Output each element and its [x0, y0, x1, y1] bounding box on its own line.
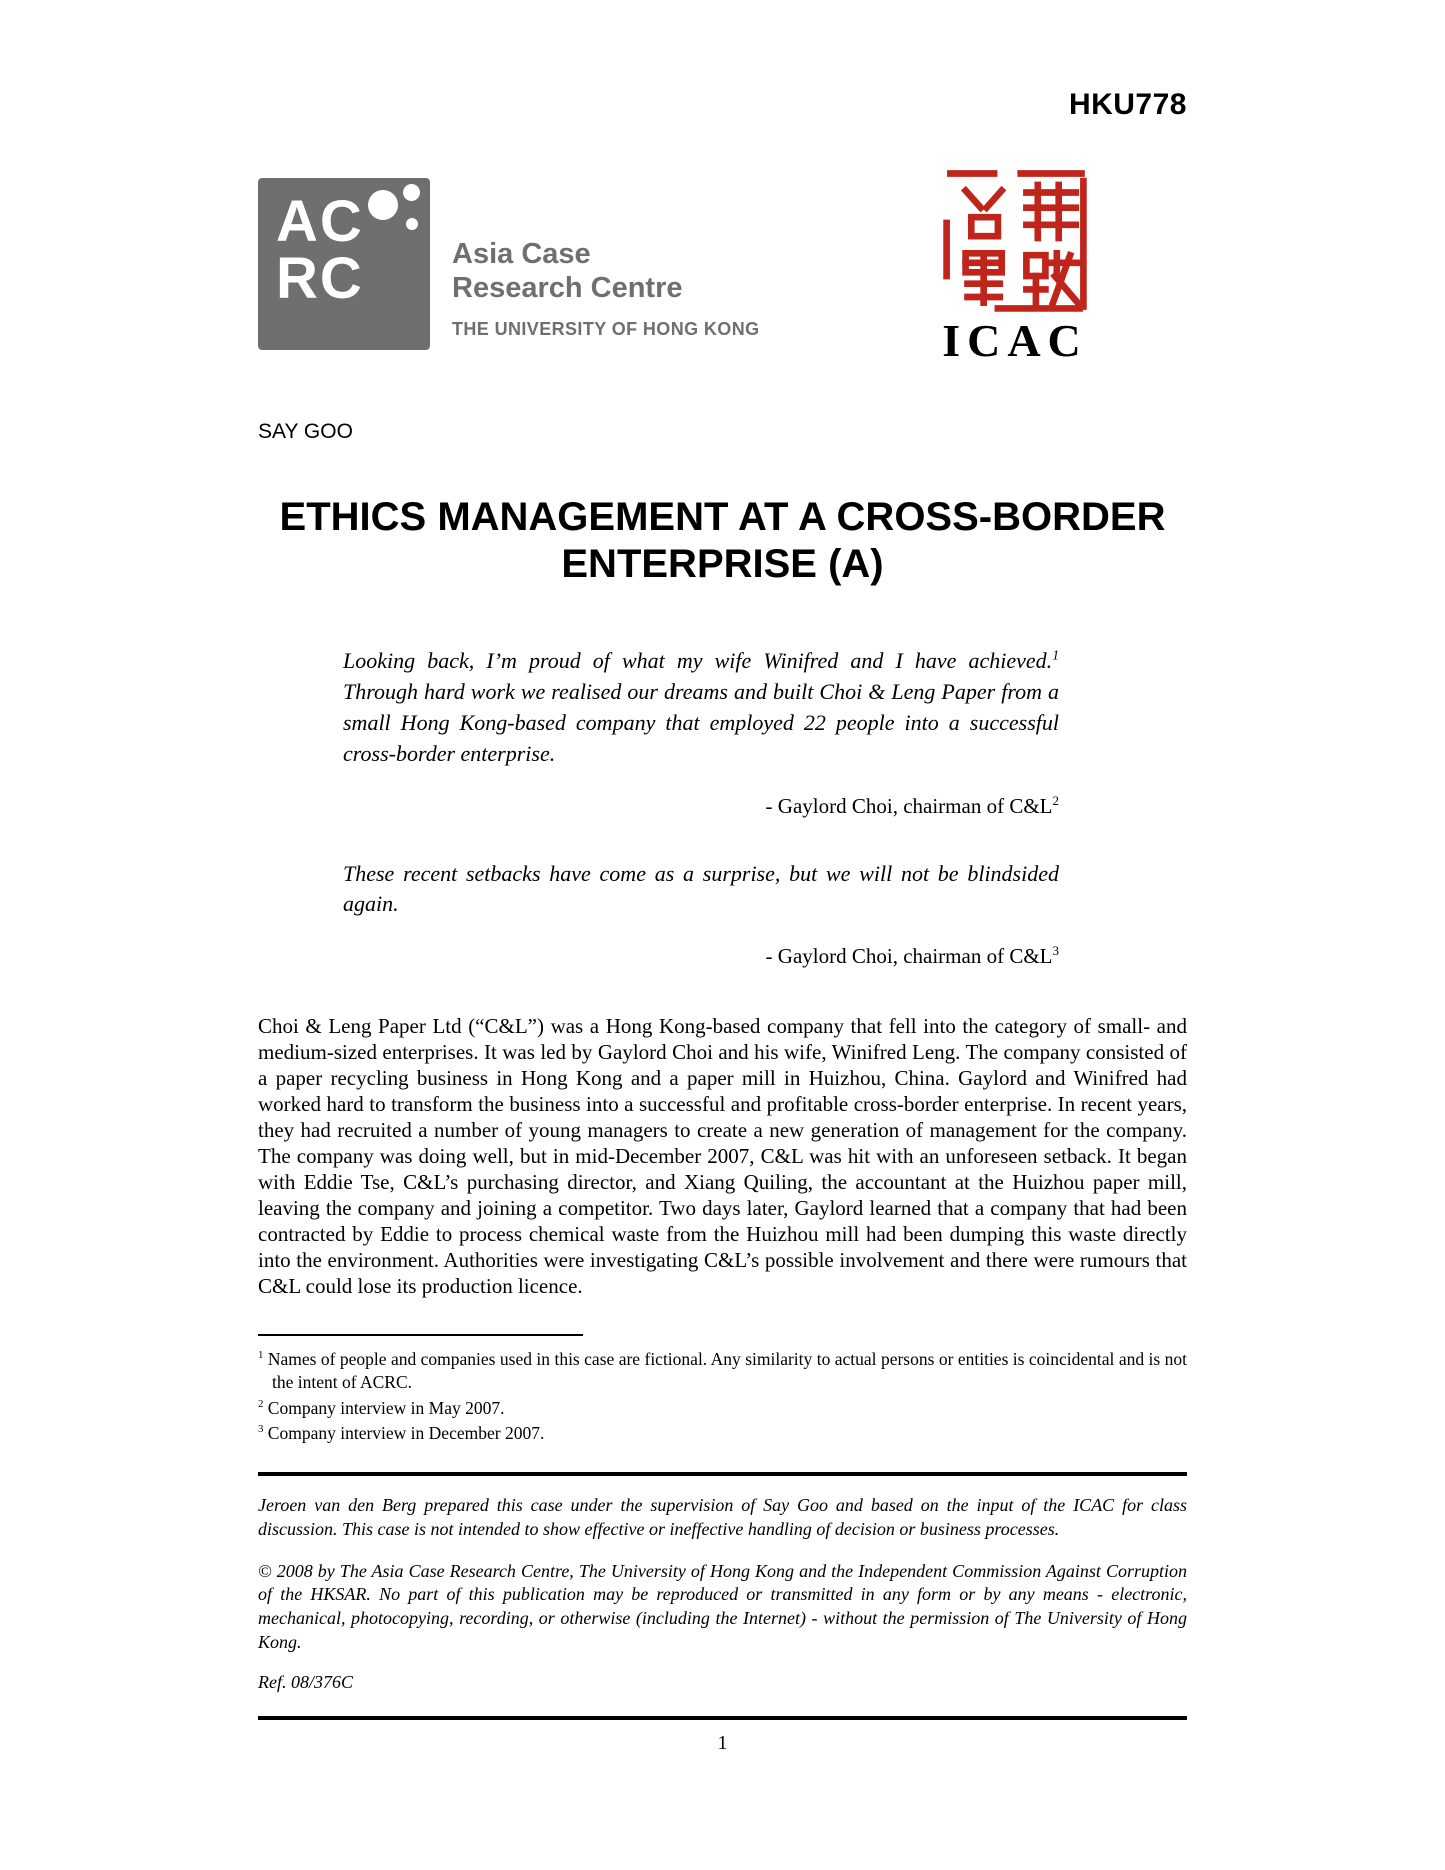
author-name: SAY GOO	[258, 420, 353, 443]
case-title	[258, 494, 1187, 588]
document-code: HKU778	[1068, 88, 1187, 121]
footnote-1-text: Names of people and companies used in this case are fictional. Any similarity to actual persons or entities is coincidental and is not the intent of ACRC.	[267, 1348, 1188, 1393]
acrc-logo-letters-line2: RC	[276, 245, 364, 311]
quote-1-attribution	[258, 794, 1059, 819]
quote-2-attribution	[258, 944, 1059, 969]
divider-rule-bottom	[258, 1716, 1187, 1720]
acrc-logo-letters-line1: AC	[276, 189, 364, 254]
acrc-logo	[258, 178, 760, 350]
footnote-3-marker: 3	[258, 1423, 264, 1436]
acrc-name-line2: Research Centre	[452, 271, 683, 304]
quote-2-text: These recent setbacks have come as a surprise, but we will not be blindsided again.	[343, 860, 1059, 917]
footnotes	[258, 1348, 1187, 1447]
header-logos	[258, 178, 1187, 364]
footnote-ref-1: 1	[1052, 648, 1059, 664]
footnote-2-marker: 2	[258, 1397, 264, 1410]
quote-2	[343, 859, 1059, 921]
footnote-2	[258, 1397, 1187, 1421]
acrc-university-line: THE UNIVERSITY OF HONG KONG	[452, 319, 760, 339]
case-title-line2: ENTERPRISE (A)	[561, 542, 884, 587]
footnote-2-text: Company interview in May 2007.	[267, 1397, 505, 1418]
acrc-logo-letters	[276, 189, 364, 311]
quote-1-attribution-text: - Gaylord Choi, chairman of C&L	[765, 793, 1053, 818]
copyright-note: © 2008 by The Asia Case Research Centre, The University of Hong Kong and the Independent Commission Against Corruption of the HKSAR. No part of this publication may be reproduced or transmitted in any form or by any means - electronic, mechanical, photocopying, recording, or otherwise (including the Internet) - without the permission of The University of Hong Kong.	[258, 1560, 1187, 1652]
case-preparation-note: Jeroen van den Berg prepared this case under the supervision of Say Goo and based on the input of the ICAC for class discussion. This case is not intended to show effective or ineffective handling of decision or business processes.	[258, 1495, 1187, 1539]
quote-1-text-part1: Looking back, I’m proud of what my wife Winifred and I have achieved.	[343, 648, 1053, 674]
footnote-ref-2: 2	[1052, 792, 1059, 808]
acrc-logo-mark	[258, 178, 430, 350]
icac-wordmark: ICAC	[942, 315, 1088, 366]
footnote-3	[258, 1422, 1187, 1446]
acrc-logo-wordmark	[452, 178, 760, 350]
intro-paragraph: Choi & Leng Paper Ltd (“C&L”) was a Hong Kong-based company that fell into the category of small- and medium-sized enterprises. It was led by Gaylord Choi and his wife, Winifred Leng. The company consisted of a paper recycling business in Hong Kong and a paper mill in Huizhou, China. Gaylord and Winifred had worked hard to transform the business into a successful and profitable cross-border enterprise. In recent years, they had recruited a number of young managers to create a new generation of management for the company. The company was doing well, but in mid-December 2007, C&L was hit with an unforeseen setback. It began with Eddie Tse, C&L’s purchasing director, and Xiang Quiling, the accountant at the Huizhou paper mill, leaving the company and joining a competitor. Two days later, Gaylord learned that a company that had been contracted by Eddie to process chemical waste from the Huizhou mill had been dumping this waste directly into the environment. Authorities were investigating C&L’s possible involvement and there were rumours that C&L could lose its production licence.	[258, 1014, 1187, 1299]
acrc-logo-dot-large	[368, 190, 398, 220]
footnote-separator	[258, 1334, 583, 1336]
acrc-logo-dot-medium	[403, 184, 420, 201]
icac-logo	[939, 164, 1091, 364]
page-number: 1	[717, 1732, 728, 1755]
quote-1	[343, 646, 1059, 769]
case-title-line1: ETHICS MANAGEMENT AT A CROSS-BORDER	[279, 495, 1166, 539]
footnote-1	[258, 1348, 1187, 1395]
acrc-name-line1: Asia Case	[452, 238, 591, 271]
quote-2-attribution-text: - Gaylord Choi, chairman of C&L	[765, 944, 1053, 969]
quote-1-text-part2: Through hard work we realised our dreams and built Choi & Leng Paper from a small Hong Kong-based company that employed 22 people into a successful cross-border enterprise.	[343, 679, 1059, 766]
footnote-ref-3: 3	[1052, 943, 1059, 959]
reference-number: Ref. 08/376C	[258, 1671, 353, 1692]
acrc-logo-dot-small	[406, 218, 418, 230]
footnote-1-marker: 1	[258, 1348, 264, 1361]
divider-rule-top	[258, 1472, 1187, 1476]
footnote-3-text: Company interview in December 2007.	[267, 1423, 545, 1444]
icac-seal-icon	[939, 164, 1091, 316]
